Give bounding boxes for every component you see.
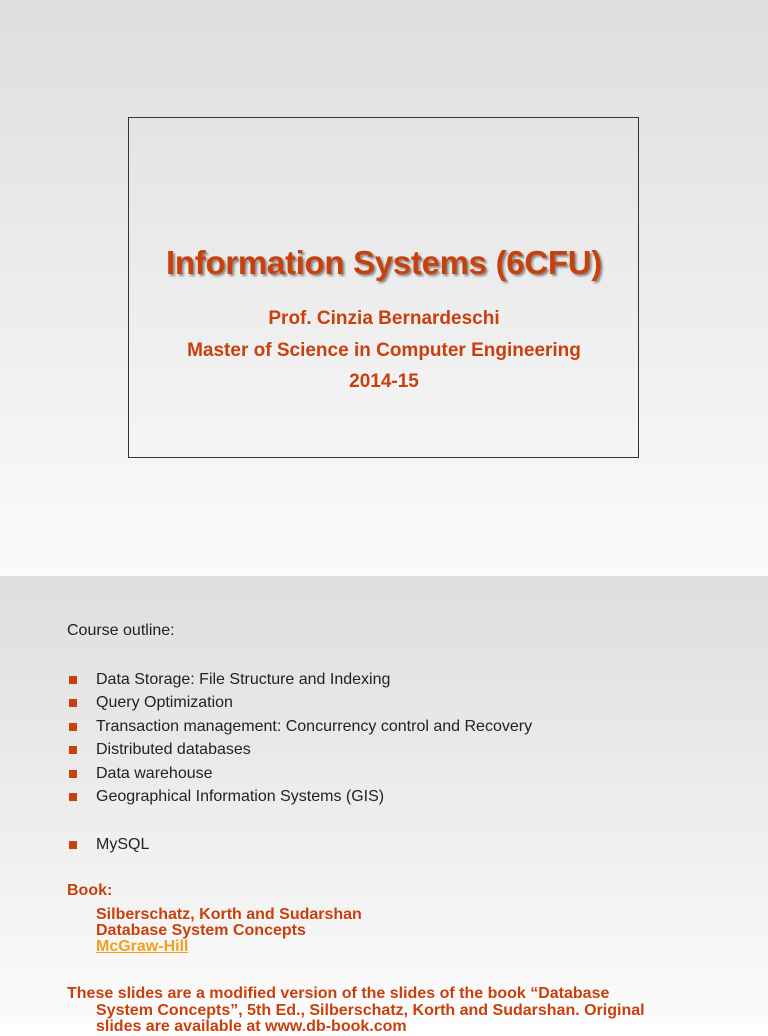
bullet-square-icon xyxy=(69,746,77,754)
topic-label: Distributed databases xyxy=(96,741,251,759)
outline-heading: Course outline: xyxy=(67,622,175,639)
list-item xyxy=(67,762,532,785)
title-frame xyxy=(128,117,639,458)
topic-list xyxy=(67,668,532,808)
program-name: Master of Science in Computer Engineering xyxy=(187,340,581,361)
list-item xyxy=(67,785,532,808)
book-label: Book: xyxy=(67,882,113,899)
topic-label: Geographical Information Systems (GIS) xyxy=(96,787,385,805)
list-item xyxy=(67,668,532,691)
list-item-mysql xyxy=(67,833,149,856)
list-item xyxy=(67,715,532,738)
professor-name: Prof. Cinzia Bernardeschi xyxy=(268,308,500,329)
bullet-square-icon xyxy=(69,770,77,778)
book-authors: Silberschatz, Korth and Sudarshan xyxy=(96,906,362,923)
bullet-square-icon xyxy=(69,793,77,801)
bullet-square-icon xyxy=(69,676,77,684)
topic-label: Transaction management: Concurrency control and Recovery xyxy=(96,717,533,735)
note-line: System Concepts”, 5th Ed., Silberschatz, Korth and Sudarshan. Original xyxy=(96,1001,645,1019)
list-item xyxy=(67,738,532,761)
slide-title: Information Systems (6CFU) xyxy=(166,244,602,281)
source-note xyxy=(67,986,707,1036)
note-line: These slides are a modified version of the slides of the book “Database xyxy=(67,985,610,1002)
publisher-link[interactable]: McGraw-Hill xyxy=(96,938,189,955)
bullet-square-icon xyxy=(69,723,77,731)
list-item xyxy=(67,691,532,714)
topic-label: Data warehouse xyxy=(96,764,213,782)
topic-label: Query Optimization xyxy=(96,694,233,712)
bullet-square-icon xyxy=(69,841,77,849)
academic-year: 2014-15 xyxy=(349,371,419,392)
bullet-square-icon xyxy=(69,699,77,707)
outline-slide xyxy=(0,576,768,1035)
topic-label: MySQL xyxy=(96,836,150,853)
topic-label: Data Storage: File Structure and Indexing xyxy=(96,671,391,688)
note-line: slides are available at www.db-book.com xyxy=(96,1018,407,1035)
book-title: Database System Concepts xyxy=(96,922,306,939)
